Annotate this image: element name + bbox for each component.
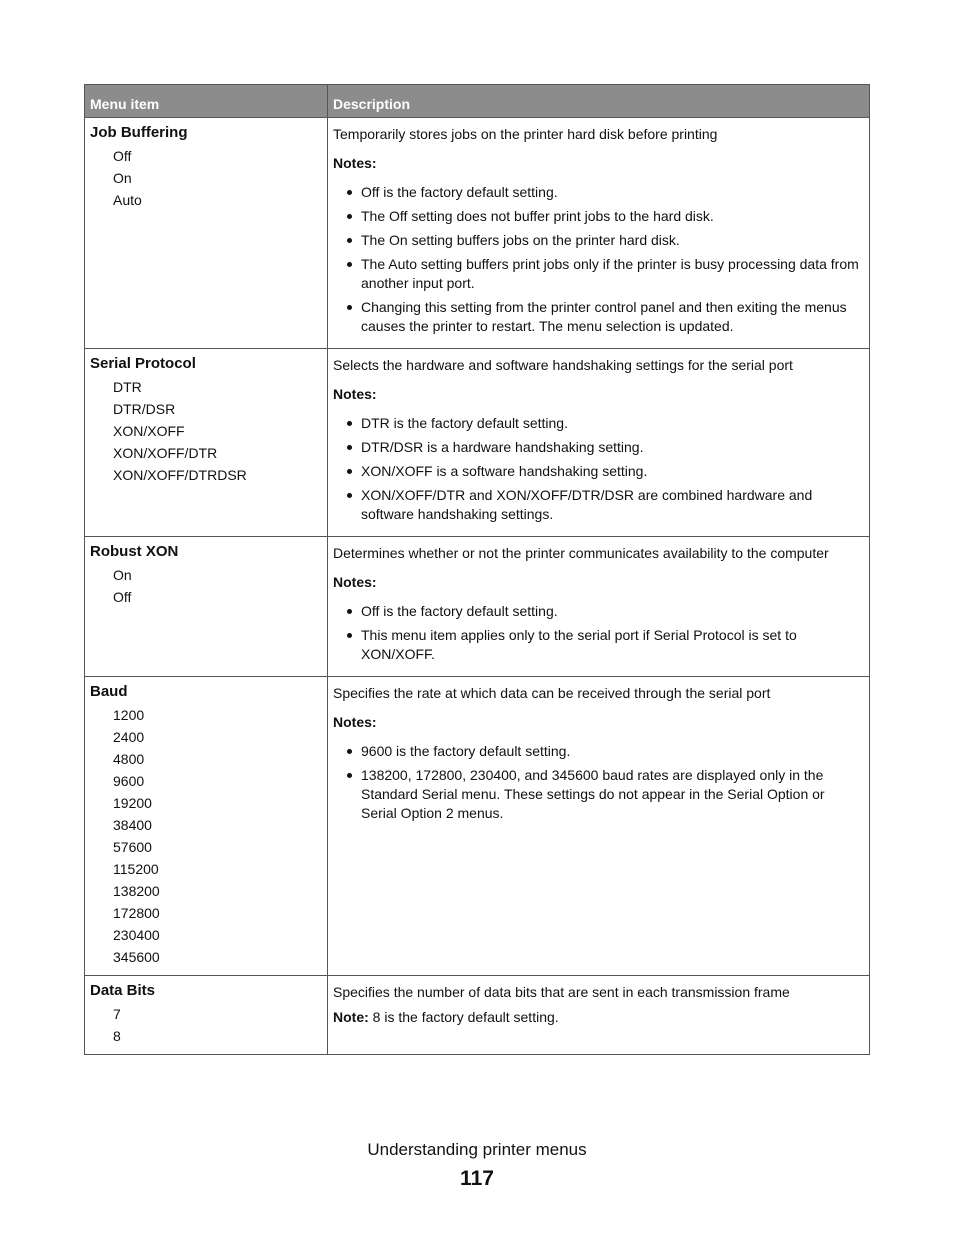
menu-option: 345600: [113, 949, 160, 965]
menu-option: DTR/DSR: [113, 401, 176, 417]
menu-option: On: [113, 170, 132, 186]
menu-option: 9600: [113, 773, 145, 789]
menu-option: Off: [113, 589, 132, 605]
menu-option: Off: [113, 148, 132, 164]
description-cell: [328, 976, 870, 1055]
note-item: The Auto setting buffers print jobs only if the printer is busy processing data from another input port.: [333, 255, 864, 293]
menu-item-name: Serial Protocol: [90, 355, 196, 372]
note-item: XON/XOFF is a software handshaking setting.: [333, 462, 864, 481]
notes-list: [333, 742, 864, 823]
footer-section-title: Understanding printer menus: [367, 1140, 587, 1159]
single-note: [333, 1008, 864, 1027]
table-row: [85, 349, 870, 537]
menu-option: 172800: [113, 905, 160, 921]
table-row: [85, 537, 870, 677]
note-item: Off is the factory default setting.: [333, 183, 864, 202]
menu-option: 38400: [113, 817, 152, 833]
menu-option: 4800: [113, 751, 145, 767]
menu-item-name: Job Buffering: [90, 124, 188, 141]
notes-heading: Notes:: [333, 155, 377, 171]
menu-item-cell: [85, 349, 328, 537]
note-item: The On setting buffers jobs on the printer hard disk.: [333, 231, 864, 250]
notes-heading: Notes:: [333, 386, 377, 402]
note-item: This menu item applies only to the serial port if Serial Protocol is set to XON/XOFF.: [333, 626, 864, 664]
table-header-row: [85, 85, 870, 118]
table-row: [85, 677, 870, 976]
menu-option: 115200: [113, 861, 159, 877]
menu-option: 8: [113, 1028, 121, 1044]
menu-option: DTR: [113, 379, 142, 395]
description-text: Specifies the number of data bits that are sent in each transmission frame: [333, 984, 790, 1000]
menu-option: XON/XOFF/DTR: [113, 445, 218, 461]
note-item: DTR/DSR is a hardware handshaking setting.: [333, 438, 864, 457]
menu-item-cell: [85, 976, 328, 1055]
menu-option: 1200: [113, 707, 145, 723]
menu-option: XON/XOFF/DTRDSR: [113, 467, 247, 483]
note-item: XON/XOFF/DTR and XON/XOFF/DTR/DSR are combined hardware and software handshaking settings.: [333, 486, 864, 524]
note-item: 138200, 172800, 230400, and 345600 baud rates are displayed only in the Standard Serial menu. These settings do not appear in the Serial Option or Serial Option 2 menus.: [333, 766, 864, 823]
menu-option: 19200: [113, 795, 152, 811]
menu-option: Auto: [113, 192, 142, 208]
notes-list: [333, 414, 864, 524]
note-item: The Off setting does not buffer print jobs to the hard disk.: [333, 207, 864, 226]
note-text: 8 is the factory default setting.: [368, 1009, 559, 1025]
note-item: Changing this setting from the printer control panel and then exiting the menus causes the printer to restart. The menu selection is updated.: [333, 298, 864, 336]
printer-menu-table: [84, 84, 870, 1055]
menu-item-name: Data Bits: [90, 982, 156, 999]
notes-heading: Notes:: [333, 574, 377, 590]
description-text: Specifies the rate at which data can be received through the serial port: [333, 685, 771, 701]
note-item: Off is the factory default setting.: [333, 602, 864, 621]
table-row: [85, 118, 870, 349]
menu-option: XON/XOFF: [113, 423, 185, 439]
menu-item-name: Robust XON: [90, 543, 179, 560]
description-text: Selects the hardware and software handshaking settings for the serial port: [333, 357, 793, 373]
menu-option: On: [113, 567, 132, 583]
menu-item-name: Baud: [90, 683, 128, 700]
description-text: Temporarily stores jobs on the printer hard disk before printing: [333, 126, 718, 142]
header-description: Description: [328, 85, 870, 118]
notes-list: [333, 602, 864, 664]
note-item: 9600 is the factory default setting.: [333, 742, 864, 761]
description-cell: [328, 349, 870, 537]
page-number: 117: [460, 1167, 494, 1190]
menu-option: 57600: [113, 839, 152, 855]
note-item: DTR is the factory default setting.: [333, 414, 864, 433]
description-cell: [328, 537, 870, 677]
notes-heading: Notes:: [333, 714, 377, 730]
menu-option: 138200: [113, 883, 160, 899]
menu-item-cell: [85, 537, 328, 677]
description-text: Determines whether or not the printer communicates availability to the computer: [333, 545, 829, 561]
note-label: Note:: [333, 1009, 369, 1025]
menu-item-cell: [85, 677, 328, 976]
header-menu-item: Menu item: [85, 85, 328, 118]
notes-list: [333, 183, 864, 336]
description-cell: [328, 677, 870, 976]
table-row: [85, 976, 870, 1055]
menu-item-cell: [85, 118, 328, 349]
menu-option: 230400: [113, 927, 160, 943]
menu-option: 7: [113, 1006, 121, 1022]
menu-option: 2400: [113, 729, 145, 745]
description-cell: [328, 118, 870, 349]
